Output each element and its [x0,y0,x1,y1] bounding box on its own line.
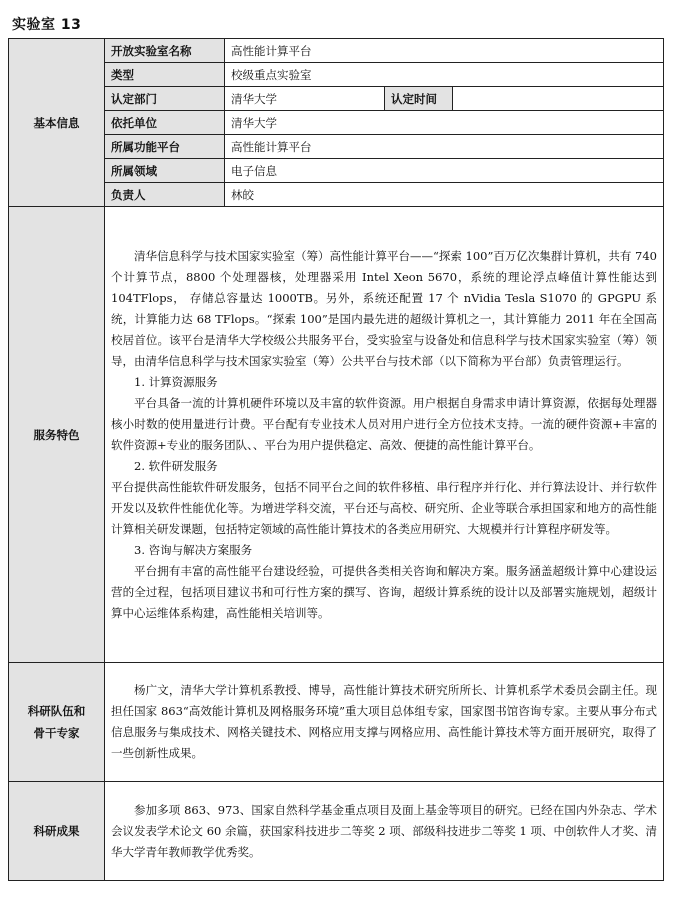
row-lab-name [9,39,664,63]
service-heading-2: 2. 软件研发服务 [134,458,218,473]
label-platform: 所属功能平台 [105,135,225,159]
row-platform [9,135,664,159]
service-heading-1: 1. 计算资源服务 [134,374,218,389]
row-dept [9,87,664,111]
team-body [105,663,664,782]
section-team-line-1: 科研队伍和 [27,704,86,718]
service-paragraph-2: 平台提供高性能软件研发服务，包括不同平台之间的软件移植、串行程序并行化、并行算法设计、并行软件开发以及软件性能优化等。为增进学科交流，平台还与高校、研究所、企业等联合承担国家和地方的高性能计算相关研发课题，包括特定领域的高性能计算技术的各类应用研究、大规模并行计算程序研发等。 [111,479,657,536]
value-platform: 高性能计算平台 [225,135,664,159]
label-time: 认定时间 [385,87,453,111]
label-lab-name: 开放实验室名称 [105,39,225,63]
label-dept: 认定部门 [105,87,225,111]
value-time [453,87,664,111]
row-type [9,63,664,87]
service-intro: 清华信息科学与技术国家实验室（筹）高性能计算平台——“探索 100”百万亿次集群计算机，共有 740 个计算节点，8800 个处理器核，处理器采用 Intel Xeon 5670，系统的理论浮点峰值计算性能达到 104TFlops， 存储总容量达 1000TB。另外，系统还配置 17 个 nVidia Tesla S1070 的 GPGPU 系统，计算能力达 68 TFlops。“探索 100”是国内最先进的超级计算机之一，其计算能力 2011 年在全国高校居首位。该平台是清华大学校级公共服务平台，受实验室与设备处和信息科学与技术国家实验室（筹）领导，由清华信息科学与技术国家实验室（筹）公共平台与技术部（以下简称为平台部）负责管理运行。 [111,248,657,368]
value-dept: 清华大学 [225,87,385,111]
value-person: 林皎 [225,183,664,207]
row-results [9,782,664,881]
section-team [9,663,105,782]
section-results: 科研成果 [9,782,105,881]
section-team-line-2: 骨干专家 [33,726,80,740]
service-paragraph-1: 平台具备一流的计算机硬件环境以及丰富的软件资源。用户根据自身需求申请计算资源，依据每处理器核小时数的使用量进行计费。平台配有专业技术人员对用户进行全方位技术支持。一流的硬件资源+丰富的软件资源+专业的服务团队、、平台为用户提供稳定、高效、便捷的高性能计算平台。 [111,395,657,452]
row-unit [9,111,664,135]
label-person: 负责人 [105,183,225,207]
row-person [9,183,664,207]
section-basic-info: 基本信息 [9,39,105,207]
service-paragraph-3: 平台拥有丰富的高性能平台建设经验，可提供各类相关咨询和解决方案。服务涵盖超级计算中心建设运营的全过程，包括项目建议书和可行性方案的撰写、咨询，超级计算系统的设计以及部署实施规划，超级计算中心运维体系构建，高性能相关培训等。 [111,563,657,620]
value-field: 电子信息 [225,159,664,183]
results-body [105,782,664,881]
service-body [105,207,664,663]
value-unit: 清华大学 [225,111,664,135]
section-service: 服务特色 [9,207,105,663]
value-lab-name: 高性能计算平台 [225,39,664,63]
label-type: 类型 [105,63,225,87]
label-field: 所属领域 [105,159,225,183]
row-team [9,663,664,782]
value-type: 校级重点实验室 [225,63,664,87]
results-text: 参加多项 863、973、国家自然科学基金重点项目及面上基金等项目的研究。已经在国内外杂志、学术会议发表学术论文 60 余篇，获国家科技进步二等奖 2 项、部级科技进步二等奖 1 项、中创软件人才奖、清华大学青年教师教学优秀奖。 [111,802,657,859]
row-service [9,207,664,663]
row-field [9,159,664,183]
service-heading-3: 3. 咨询与解决方案服务 [134,542,253,557]
page-title: 实验室 13 [12,17,82,33]
lab-info-table [8,38,664,881]
label-unit: 依托单位 [105,111,225,135]
team-text: 杨广文，清华大学计算机系教授、博导，高性能计算技术研究所所长、计算机系学术委员会副主任。现担任国家 863“高效能计算机及网格服务环境”重大项目总体组专家，国家图书馆咨询专家。主要从事分布式信息服务与集成技术、网格关键技术、网格应用支撑与网格应用、高性能计算技术等方面开展研究，取得了一些创新性成果。 [111,683,657,760]
